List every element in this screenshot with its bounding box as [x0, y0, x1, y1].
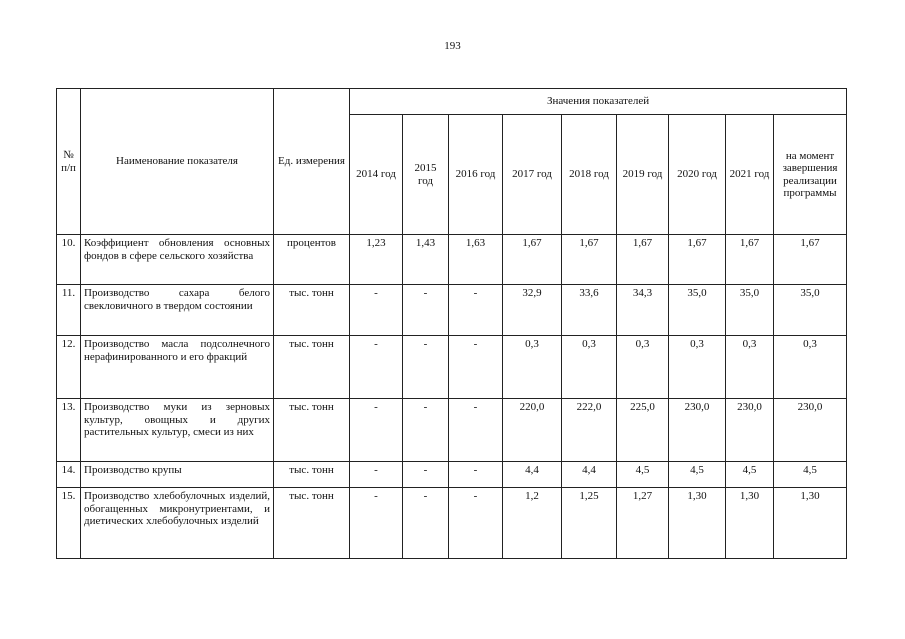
- header-unit: Ед. измерения: [274, 89, 350, 235]
- indicator-name: Производство крупы: [81, 462, 274, 488]
- value-cell: 33,6: [562, 285, 617, 336]
- table-row: [57, 336, 847, 399]
- table-row: [57, 235, 847, 285]
- value-cell: -: [350, 285, 403, 336]
- value-cell: 222,0: [562, 399, 617, 462]
- value-cell: 1,2: [503, 488, 562, 559]
- value-cell: 1,67: [562, 235, 617, 285]
- page-number: 193: [444, 40, 461, 52]
- header-year: 2015 год: [403, 115, 449, 235]
- value-cell: -: [350, 399, 403, 462]
- value-cell: 1,63: [449, 235, 503, 285]
- value-cell: -: [449, 336, 503, 399]
- header-year: 2018 год: [562, 115, 617, 235]
- value-cell: 1,25: [562, 488, 617, 559]
- header-name: Наименование показателя: [81, 89, 274, 235]
- value-cell: 1,67: [774, 235, 847, 285]
- value-cell: 4,4: [503, 462, 562, 488]
- header-values-group: Значения показателей: [350, 89, 847, 115]
- value-cell: -: [403, 336, 449, 399]
- indicator-name: Производство масла подсолнечного нерафинированного и его фракций: [81, 336, 274, 399]
- indicator-name: Коэффициент обновления основных фондов в сфере сельского хозяйства: [81, 235, 274, 285]
- value-cell: 1,67: [726, 235, 774, 285]
- value-cell: 230,0: [726, 399, 774, 462]
- value-cell: -: [449, 285, 503, 336]
- value-cell: 0,3: [562, 336, 617, 399]
- value-cell: 4,5: [774, 462, 847, 488]
- value-cell: 220,0: [503, 399, 562, 462]
- unit-cell: тыс. тонн: [274, 336, 350, 399]
- value-cell: 0,3: [726, 336, 774, 399]
- value-cell: 0,3: [774, 336, 847, 399]
- header-final: на момент завершения реализации программы: [774, 115, 847, 235]
- value-cell: 1,30: [726, 488, 774, 559]
- row-number: 13.: [57, 399, 81, 462]
- table-row: [57, 462, 847, 488]
- unit-cell: тыс. тонн: [274, 488, 350, 559]
- table-row: [57, 399, 847, 462]
- header-year: 2020 год: [669, 115, 726, 235]
- value-cell: 0,3: [503, 336, 562, 399]
- value-cell: 1,67: [503, 235, 562, 285]
- value-cell: 0,3: [617, 336, 669, 399]
- value-cell: 4,5: [669, 462, 726, 488]
- row-number: 14.: [57, 462, 81, 488]
- value-cell: -: [403, 399, 449, 462]
- value-cell: -: [350, 462, 403, 488]
- unit-cell: тыс. тонн: [274, 399, 350, 462]
- row-number: 12.: [57, 336, 81, 399]
- value-cell: -: [403, 488, 449, 559]
- value-cell: -: [350, 336, 403, 399]
- header-year: 2017 год: [503, 115, 562, 235]
- header-num: № п/п: [57, 89, 81, 235]
- header-year: 2021 год: [726, 115, 774, 235]
- value-cell: 225,0: [617, 399, 669, 462]
- unit-cell: процентов: [274, 235, 350, 285]
- value-cell: -: [449, 462, 503, 488]
- table-row: [57, 488, 847, 559]
- value-cell: -: [403, 285, 449, 336]
- unit-cell: тыс. тонн: [274, 462, 350, 488]
- header-year: 2016 год: [449, 115, 503, 235]
- value-cell: -: [403, 462, 449, 488]
- row-number: 11.: [57, 285, 81, 336]
- value-cell: 4,5: [726, 462, 774, 488]
- value-cell: 34,3: [617, 285, 669, 336]
- value-cell: 0,3: [669, 336, 726, 399]
- indicator-name: Производство муки из зерновых культур, овощных и других растительных культур, смеси из них: [81, 399, 274, 462]
- value-cell: 35,0: [726, 285, 774, 336]
- value-cell: 1,30: [774, 488, 847, 559]
- value-cell: 1,67: [669, 235, 726, 285]
- value-cell: 4,4: [562, 462, 617, 488]
- value-cell: -: [449, 399, 503, 462]
- value-cell: 35,0: [669, 285, 726, 336]
- header-year: 2019 год: [617, 115, 669, 235]
- value-cell: 1,43: [403, 235, 449, 285]
- indicator-name: Производство хлебобулочных изделий, обогащенных микронутриентами, и диетических хлебобулочных изделий: [81, 488, 274, 559]
- row-number: 10.: [57, 235, 81, 285]
- value-cell: 1,23: [350, 235, 403, 285]
- value-cell: 1,67: [617, 235, 669, 285]
- header-year: 2014 год: [350, 115, 403, 235]
- value-cell: -: [449, 488, 503, 559]
- value-cell: 230,0: [774, 399, 847, 462]
- table-row: [57, 285, 847, 336]
- indicators-table: [56, 88, 847, 559]
- indicator-name: Производство сахара белого свекловичного в твердом состоянии: [81, 285, 274, 336]
- value-cell: -: [350, 488, 403, 559]
- row-number: 15.: [57, 488, 81, 559]
- unit-cell: тыс. тонн: [274, 285, 350, 336]
- value-cell: 32,9: [503, 285, 562, 336]
- value-cell: 230,0: [669, 399, 726, 462]
- value-cell: 1,27: [617, 488, 669, 559]
- value-cell: 35,0: [774, 285, 847, 336]
- value-cell: 1,30: [669, 488, 726, 559]
- value-cell: 4,5: [617, 462, 669, 488]
